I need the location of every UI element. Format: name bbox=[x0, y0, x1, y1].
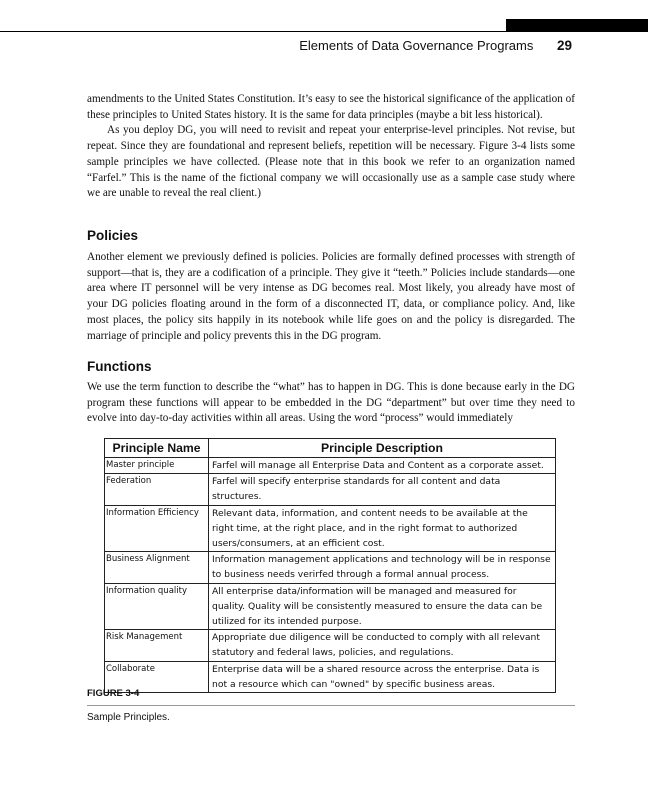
figure-caption: Sample Principles. bbox=[87, 712, 170, 723]
table-row bbox=[105, 505, 556, 552]
functions-text bbox=[87, 380, 575, 427]
header-rule bbox=[0, 31, 648, 32]
table-header-row bbox=[105, 439, 556, 458]
principle-name-cell: Information Efficiency bbox=[105, 505, 209, 552]
principle-description-cell: Enterprise data will be a shared resource across the enterprise. Data is not a resource which can "owned" by specific business areas. bbox=[209, 661, 556, 692]
policies-paragraph: Another element we previously defined is policies. Policies are formally defined processes with strength of support—that is, they are a codification of a principle. They give it “teeth.” Policies include standards—one area where IT personnel will be very intense as DG becomes real. Most likely, you already have most of your DG policies floating around in the form of a disconnected IT, data, or compliance policy. And, like most places, the policy sits happily in its notebook while life goes on and the policy is disregarded. The marriage of principle and policy prevents this in the DG program. bbox=[87, 251, 575, 342]
table-row bbox=[105, 474, 556, 505]
principle-description-cell: Farfel will manage all Enterprise Data and Content as a corporate asset. bbox=[209, 458, 556, 474]
functions-heading: Functions bbox=[87, 359, 152, 374]
page-number: 29 bbox=[556, 38, 572, 53]
principle-description-cell: Relevant data, information, and content needs to be available at the right time, at the right place, and in the right format to authorized users/consumers, at an efficient cost. bbox=[209, 505, 556, 552]
principles-table bbox=[104, 438, 556, 693]
figure-label: FIGURE 3-4 bbox=[87, 688, 140, 699]
functions-paragraph: We use the term function to describe the “what” has to happen in DG. This is done because early in the DG program these functions will appear to be embedded in the DG “department” but over time they need to evolve into day-to-day activities within all areas. Using the word “process” would immediately bbox=[87, 381, 575, 425]
col-header-principle-name: Principle Name bbox=[105, 439, 209, 458]
table-row bbox=[105, 661, 556, 692]
policies-heading: Policies bbox=[87, 228, 139, 243]
intro-paragraph-1: amendments to the United States Constitution. It’s easy to see the historical significance of the application of these principles to United States history. It is the same for data principles (maybe a bit less historical). bbox=[87, 93, 575, 121]
principle-name-cell: Business Alignment bbox=[105, 552, 209, 583]
figure-caption-rule bbox=[87, 705, 575, 706]
table-row bbox=[105, 583, 556, 630]
principle-description-cell: Farfel will specify enterprise standards for all content and data structures. bbox=[209, 474, 556, 505]
principle-description-cell: Information management applications and technology will be in response to business needs verirfed through a formal annual process. bbox=[209, 552, 556, 583]
intro-text bbox=[87, 92, 575, 202]
principle-description-cell: Appropriate due diligence will be conducted to comply with all relevant statutory and federal laws, policies, and regulations. bbox=[209, 630, 556, 661]
table-row bbox=[105, 630, 556, 661]
principle-name-cell: Risk Management bbox=[105, 630, 209, 661]
running-header bbox=[299, 38, 572, 53]
principle-description-cell: All enterprise data/information will be managed and measured for quality. Quality will be consistently measured to ensure the data can be utilized for its intended purpose. bbox=[209, 583, 556, 630]
principle-name-cell: Collaborate bbox=[105, 661, 209, 692]
principles-figure bbox=[104, 438, 556, 693]
col-header-principle-description: Principle Description bbox=[209, 439, 556, 458]
intro-paragraph-2: As you deploy DG, you will need to revisit and repeat your enterprise-level principles. Not revise, but repeat. Since they are foundational and represent beliefs, repetition will be necessary. Figure 3-4 lists some sample principles we have collected. (Please note that in this book we refer to an organization named “Farfel.” This is the name of the fictional company we will occasionally use as a sample case study where we are unable to reveal the real client.) bbox=[87, 124, 575, 200]
table-row bbox=[105, 458, 556, 474]
principle-name-cell: Information quality bbox=[105, 583, 209, 630]
running-title: Elements of Data Governance Programs bbox=[299, 38, 534, 53]
principle-name-cell: Master principle bbox=[105, 458, 209, 474]
policies-text bbox=[87, 250, 575, 344]
table-row bbox=[105, 552, 556, 583]
principle-name-cell: Federation bbox=[105, 474, 209, 505]
